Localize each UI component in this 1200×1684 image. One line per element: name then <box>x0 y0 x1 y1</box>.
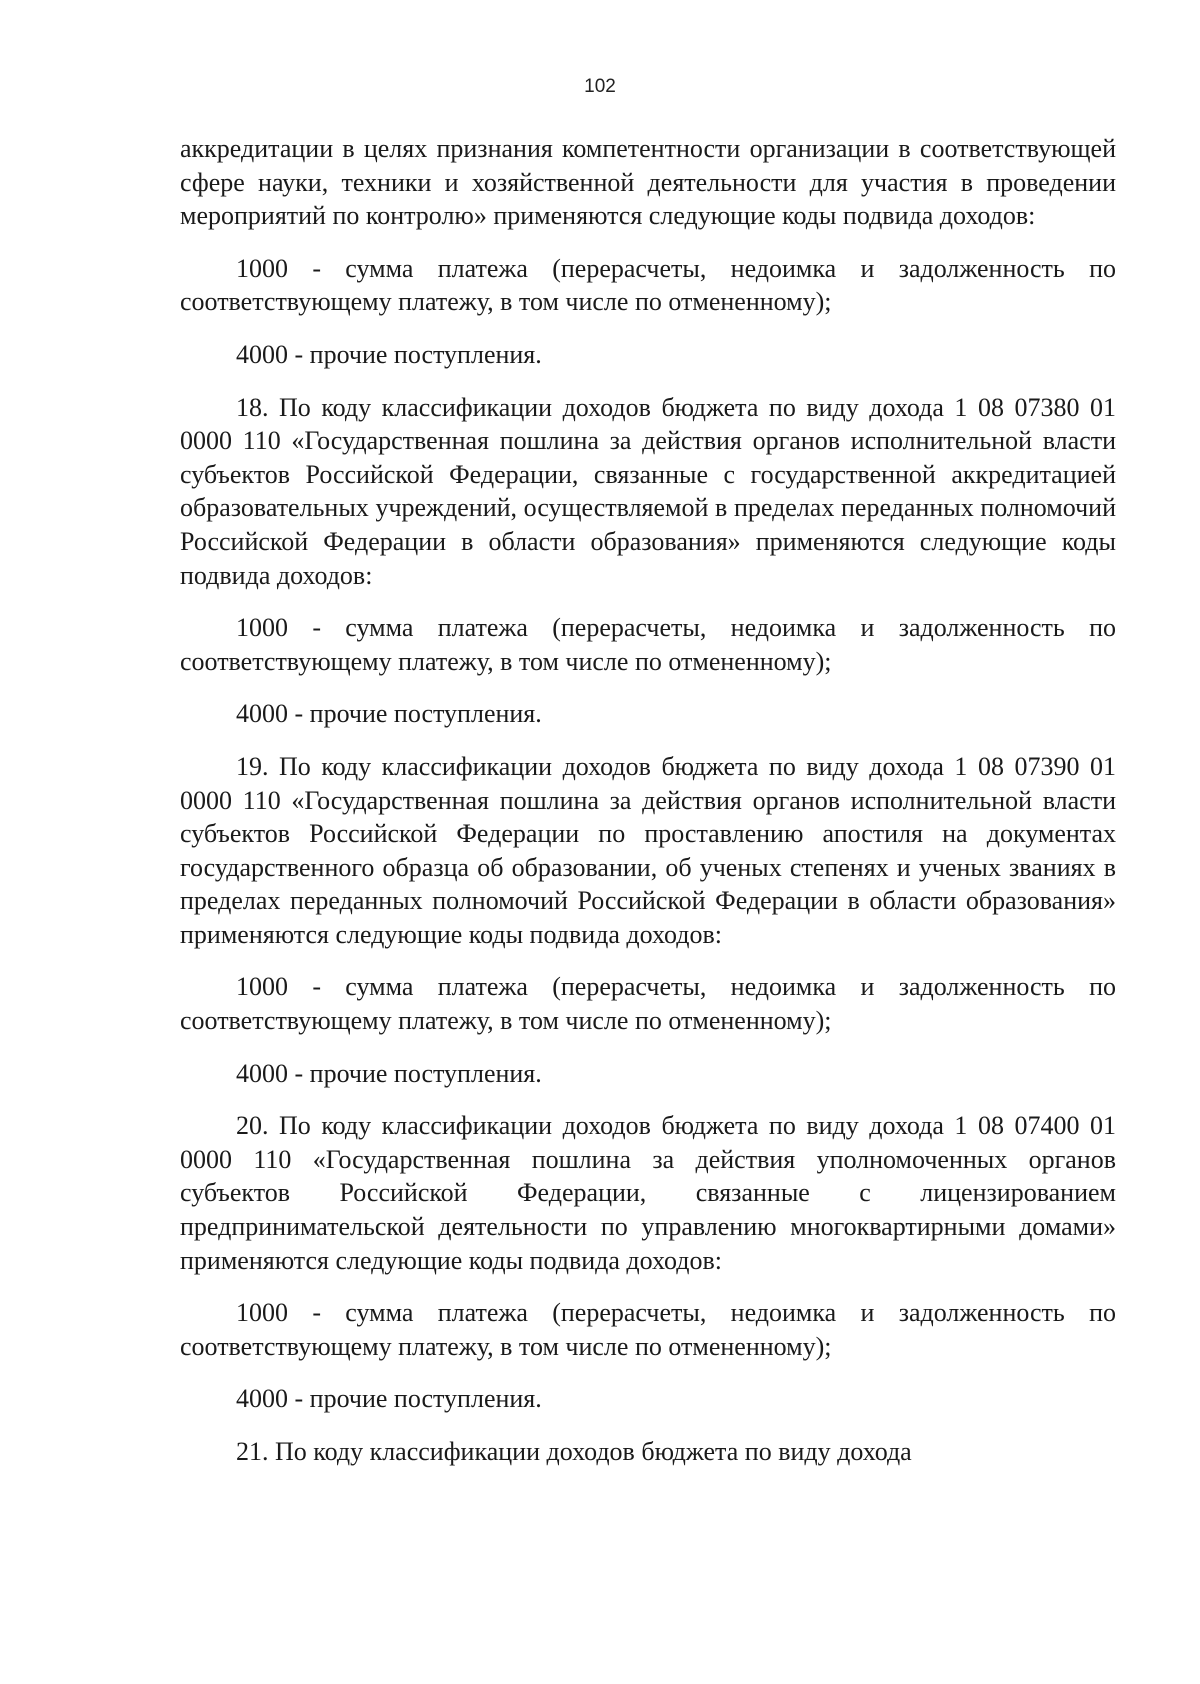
paragraph-code-1000: 1000 - сумма платежа (перерасчеты, недоимка и задолженность по соответствующему платежу, в том числе по отмененному); <box>180 613 1116 676</box>
page-number: 102 <box>584 76 616 97</box>
paragraph-code-4000: 4000 - прочие поступления. <box>236 1384 542 1414</box>
paragraph-accreditation-continuation: аккредитации в целях признания компетентности организации в соответствующей сфере науки, техники и хозяйственной деятельности для участия в проведении мероприятий по контролю» применяются следующие коды подвида доходов: <box>180 134 1116 231</box>
paragraph-code-1000: 1000 - сумма платежа (перерасчеты, недоимка и задолженность по соответствующему платежу, в том числе по отмененному); <box>180 253 1116 317</box>
paragraph-code-4000: 4000 - прочие поступления. <box>236 339 542 369</box>
paragraph-code-4000: 4000 - прочие поступления. <box>236 1058 542 1088</box>
paragraph-code-4000: 4000 - прочие поступления. <box>236 699 542 729</box>
paragraph-code-1000: 1000 - сумма платежа (перерасчеты, недоимка и задолженность по соответствующему платежу, в том числе по отмененному); <box>180 1298 1116 1361</box>
document-body <box>180 132 1116 1469</box>
paragraph-item-20: 20. По коду классификации доходов бюджета по виду дохода 1 08 07400 01 0000 110 «Государственная пошлина за действия уполномоченных органов субъектов Российской Федерации, связанные с лицензированием предпринимательской деятельности по управлению многоквартирными домами» применяются следующие коды подвида доходов: <box>180 1111 1116 1275</box>
paragraph-item-19: 19. По коду классификации доходов бюджета по виду дохода 1 08 07390 01 0000 110 «Государственная пошлина за действия органов исполнительной власти субъектов Российской Федерации по проставлению апостиля на документах государственного образца об образовании, об ученых степенях и ученых званиях в пределах переданных полномочий Российской Федерации в области образования» применяются следующие коды подвида доходов: <box>180 751 1116 949</box>
paragraph-item-18: 18. По коду классификации доходов бюджета по виду дохода 1 08 07380 01 0000 110 «Государственная пошлина за действия органов исполнительной власти субъектов Российской Федерации, связанные с государственной аккредитацией образовательных учреждений, осуществляемой в пределах переданных полномочий Российской Федерации в области образования» применяются следующие коды подвида доходов: <box>180 392 1116 590</box>
paragraph-code-1000: 1000 - сумма платежа (перерасчеты, недоимка и задолженность по соответствующему платежу, в том числе по отмененному); <box>180 972 1116 1036</box>
paragraph-item-21: 21. По коду классификации доходов бюджета по виду дохода <box>236 1437 912 1466</box>
